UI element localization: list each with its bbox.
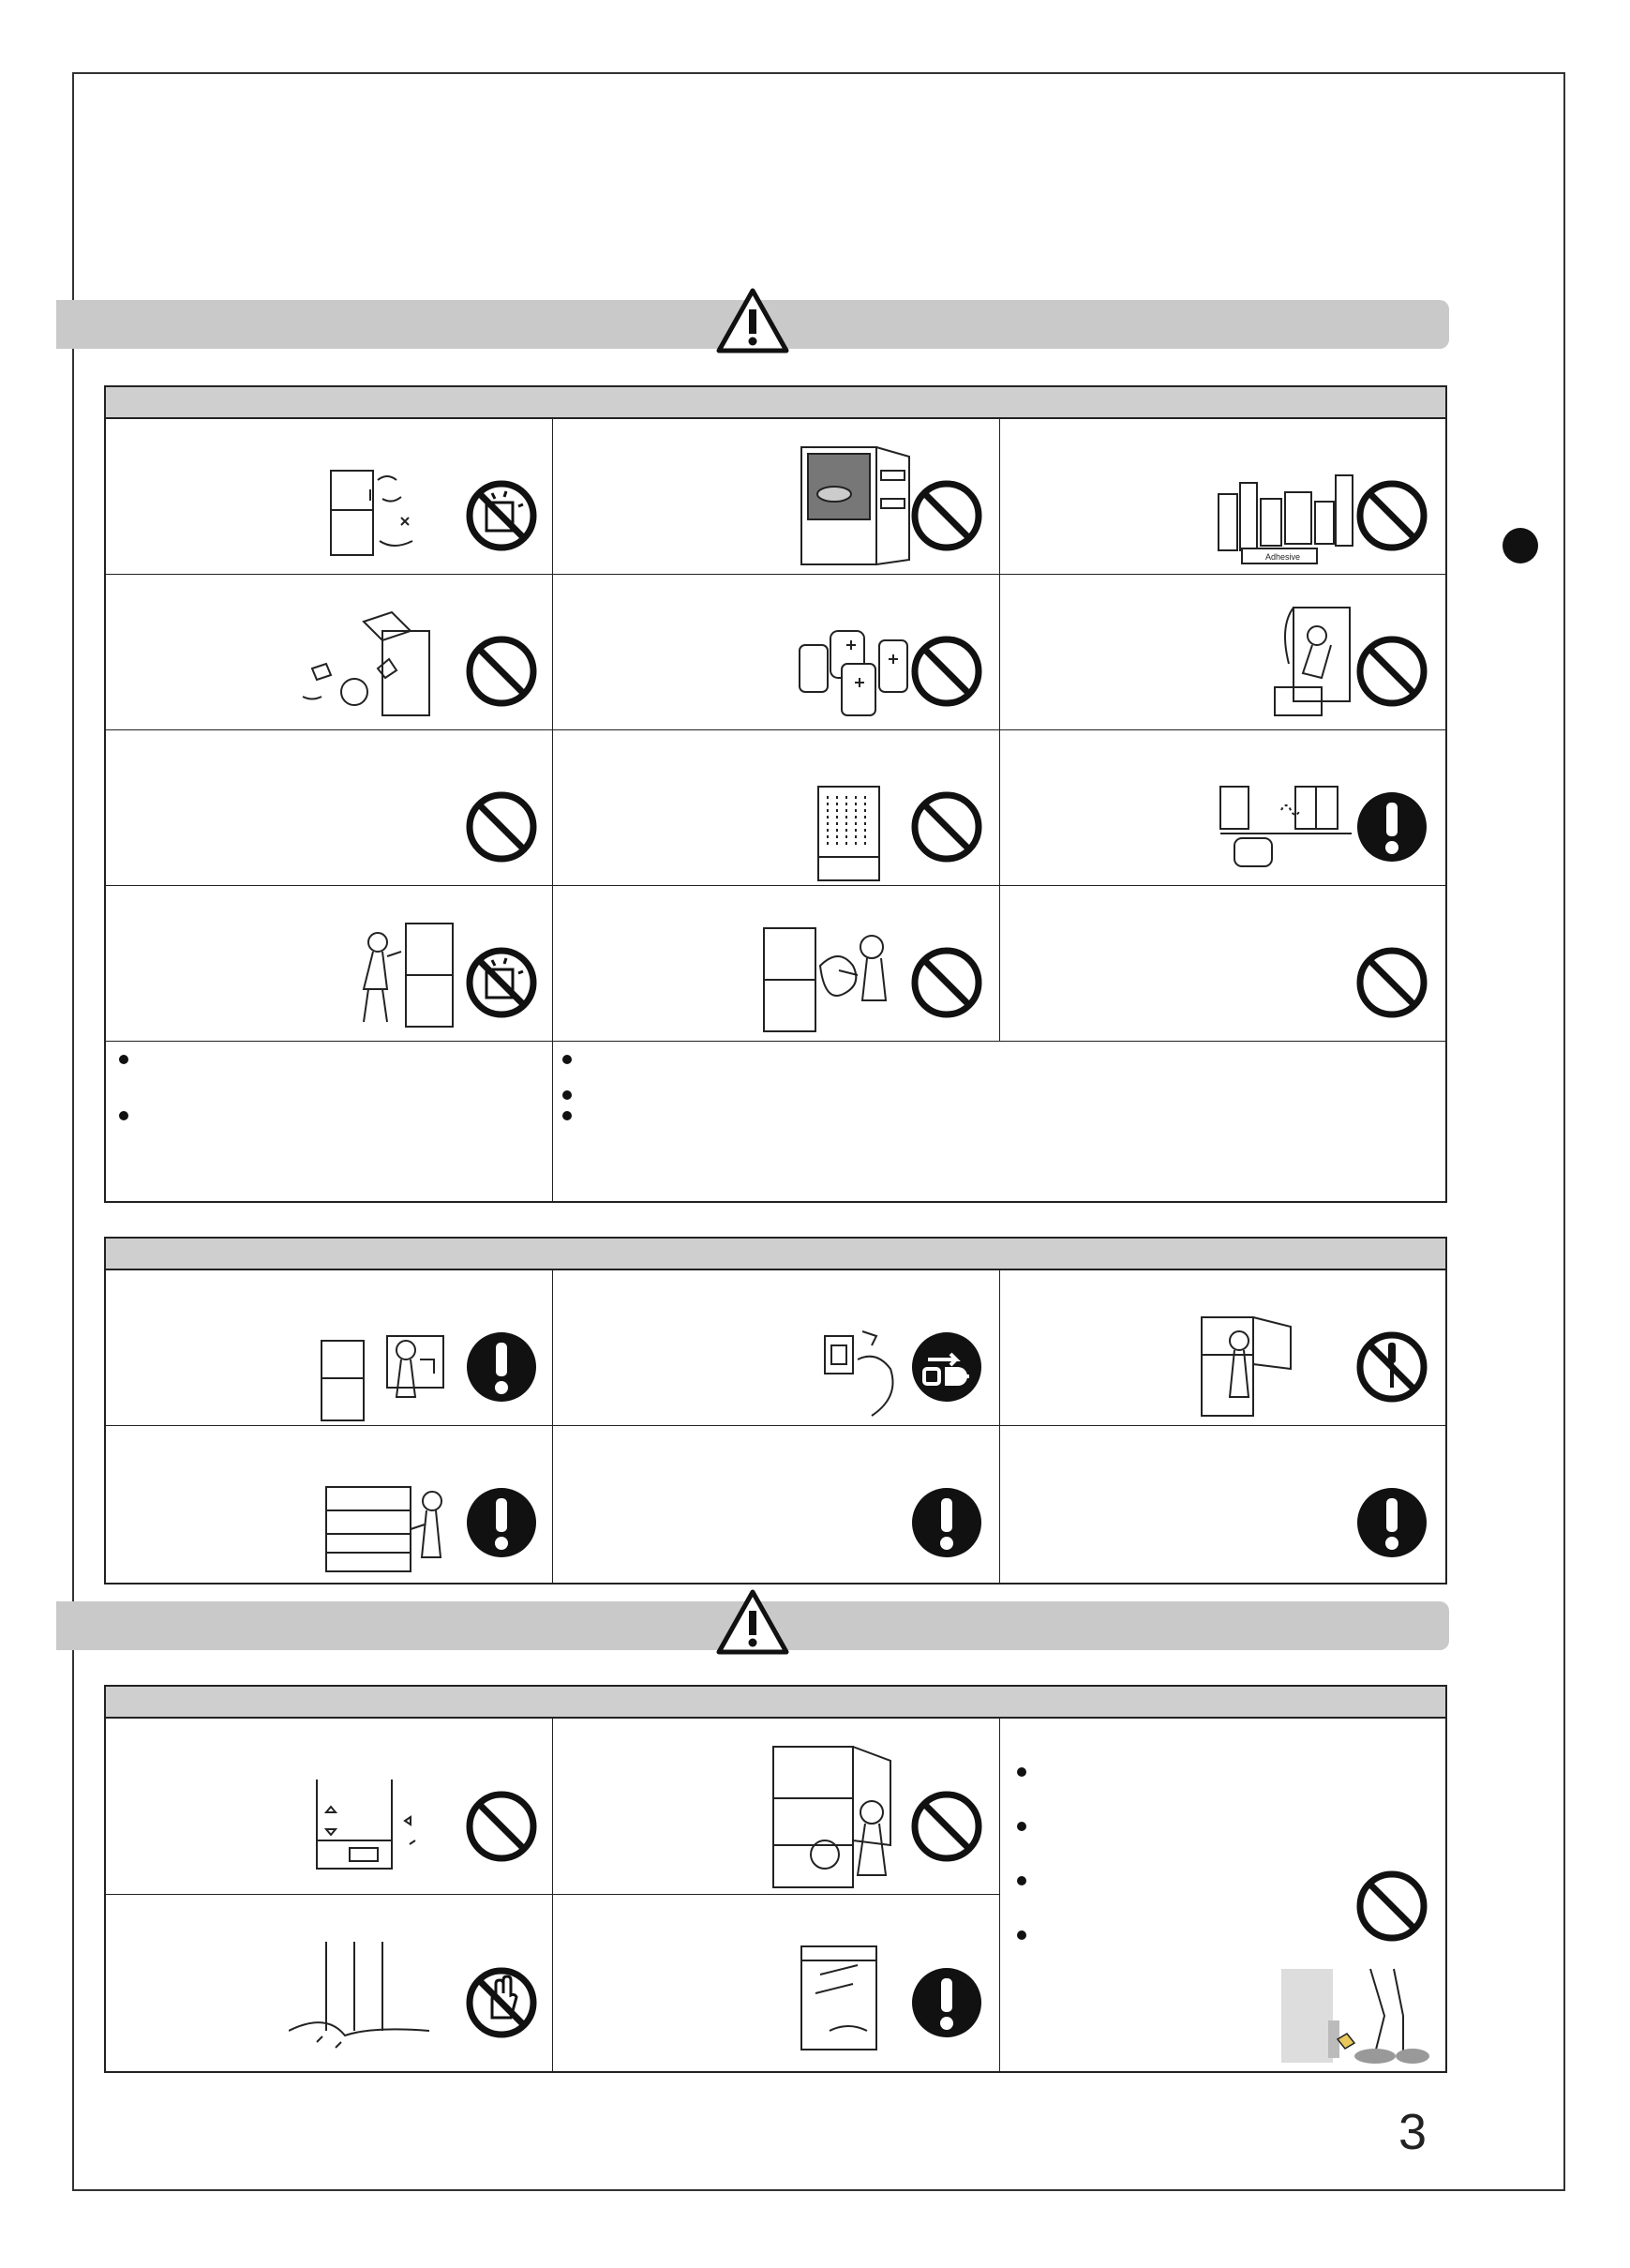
caution-table (104, 1685, 1447, 2073)
table-header (106, 1239, 1445, 1270)
child-climbing-illustration (1270, 603, 1354, 720)
spraying-water-illustration (354, 919, 457, 1036)
warning-cell (106, 1270, 553, 1426)
warning-cell (106, 1426, 553, 1585)
prohibited-icon (1354, 478, 1429, 553)
bullet-icon (1017, 1930, 1026, 1940)
warning-cell (553, 1426, 1000, 1585)
warning-table-1 (104, 385, 1447, 1203)
no-water-splash-icon (464, 478, 539, 553)
refrigerator-back-illustration (814, 782, 889, 885)
medicines-illustration (795, 612, 912, 725)
warning-cell (553, 1270, 1000, 1426)
warning-cell (553, 419, 1000, 575)
foot-under-refrigerator-illustration (289, 1937, 429, 2054)
prohibited-icon (909, 1789, 984, 1864)
warning-cell (1000, 1270, 1445, 1426)
mandatory-action-icon (909, 1965, 984, 2040)
warning-cell (553, 730, 1000, 886)
bullet-icon (1017, 1767, 1026, 1777)
falling-objects-illustration (298, 603, 448, 720)
note-cell (553, 1042, 1445, 1201)
prohibited-icon (464, 634, 539, 709)
warning-triangle-icon (715, 287, 790, 354)
prohibited-icon (909, 789, 984, 864)
bullet-icon (1017, 1822, 1026, 1831)
prohibited-icon (464, 789, 539, 864)
warning-cell (553, 575, 1000, 730)
mandatory-action-icon (1354, 1485, 1429, 1560)
warning-cell (106, 419, 553, 575)
warning-cell (1000, 886, 1445, 1042)
unplug-icon (909, 1329, 984, 1404)
mandatory-action-icon (464, 1485, 539, 1560)
flammable-substances-illustration (1214, 466, 1354, 569)
caution-cell (106, 1719, 553, 1895)
page-number: 3 (1398, 2104, 1428, 2160)
warning-cell (106, 730, 553, 886)
warning-cell (1000, 575, 1445, 730)
caution-cell (1000, 1719, 1445, 2071)
warning-banner (56, 300, 1449, 349)
warning-cell (106, 575, 553, 730)
bullet-icon (119, 1055, 128, 1064)
prohibited-icon (1354, 1869, 1429, 1944)
prohibited-icon (909, 945, 984, 1020)
prohibited-icon (464, 1789, 539, 1864)
table-header (106, 387, 1445, 419)
unplug-illustration (820, 1322, 909, 1420)
prohibited-icon (909, 634, 984, 709)
note-cell (106, 1042, 553, 1201)
side-section-marker (1503, 528, 1538, 563)
caution-cell (553, 1895, 1000, 2071)
refrigerator-interior-illustration (322, 1482, 453, 1576)
caution-cell (553, 1719, 1000, 1895)
warning-cell (1000, 419, 1445, 575)
open-refrigerator-illustration (797, 443, 919, 574)
warning-cell (1000, 1426, 1445, 1585)
warning-cell (1000, 730, 1445, 886)
prohibited-icon (1354, 945, 1429, 1020)
caution-banner (56, 1601, 1449, 1650)
bullet-icon (562, 1111, 572, 1120)
plug-inspection-illustration (317, 1317, 448, 1425)
table-header (106, 1687, 1445, 1719)
gas-leak-ventilation-illustration (1216, 782, 1352, 876)
bullet-icon (119, 1111, 128, 1120)
do-not-touch-icon (464, 1965, 539, 2040)
warning-triangle-icon (715, 1588, 790, 1656)
bullet-icon (562, 1055, 572, 1064)
door-gap-illustration (307, 1775, 429, 1878)
bullet-icon (1017, 1876, 1026, 1885)
mandatory-action-icon (909, 1485, 984, 1560)
prohibited-icon (1354, 634, 1429, 709)
disassembly-illustration (1197, 1313, 1295, 1420)
hanging-on-door-illustration (769, 1742, 905, 1892)
warning-cell (106, 886, 553, 1042)
bullet-icon (562, 1090, 572, 1100)
no-disassembly-icon (1354, 1329, 1429, 1404)
no-water-splash-icon (464, 945, 539, 1020)
opening-door-illustration (792, 1937, 895, 2054)
prohibited-icon (909, 478, 984, 553)
caution-cell (106, 1895, 553, 2071)
mandatory-action-icon (464, 1329, 539, 1404)
warning-table-2 (104, 1237, 1447, 1585)
foot-injury-illustration (1281, 1964, 1431, 2067)
warning-cell (553, 886, 1000, 1042)
svg-text:Adhesive: Adhesive (1265, 552, 1301, 562)
mandatory-action-icon (1354, 789, 1429, 864)
spray-near-refrigerator-illustration (759, 924, 900, 1036)
water-splash-illustration (322, 461, 429, 564)
